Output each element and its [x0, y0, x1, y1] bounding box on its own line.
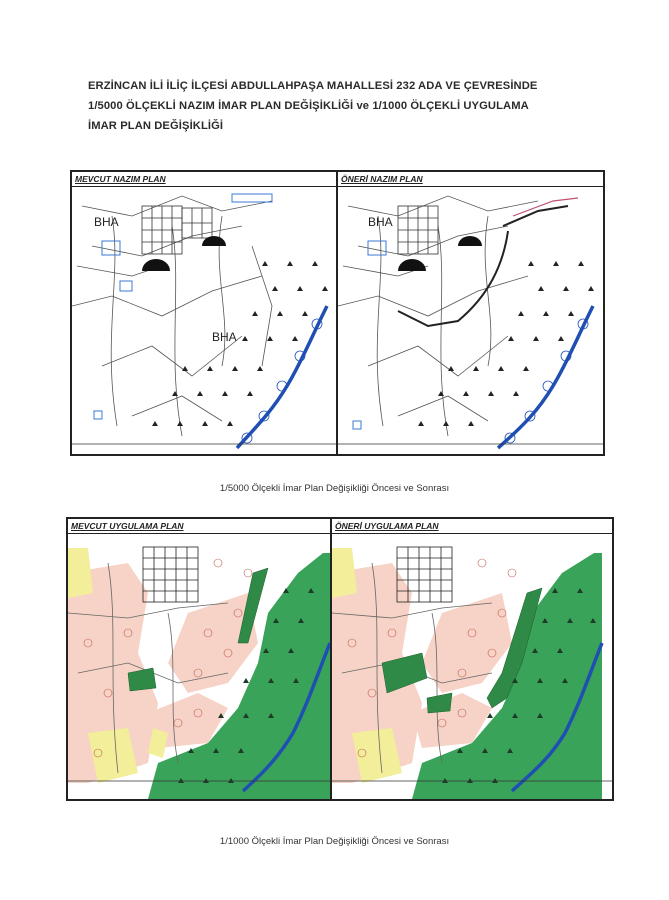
title-line-2: 1/5000 ÖLÇEKLİ NAZIM İMAR PLAN DEĞİŞİKLİĞİ ve 1/1000 ÖLÇEKLİ UYGULAMA — [88, 100, 529, 112]
nazim-map-current — [72, 186, 336, 454]
nazim-map-proposed — [338, 186, 603, 454]
svg-text:BHA: BHA — [94, 215, 119, 229]
uygulama-plan-proposed-label: ÖNERİ UYGULAMA PLAN — [335, 521, 439, 531]
nazim-plan-proposed — [338, 172, 603, 454]
title-line-1: ERZİNCAN İLİ İLİÇ İLÇESİ ABDULLAHPAŞA MAHALLESİ 232 ADA VE ÇEVRESİNDE — [88, 80, 538, 92]
svg-text:BHA: BHA — [368, 215, 393, 229]
nazim-plan-current — [72, 172, 336, 454]
uygulama-label-rule — [68, 533, 612, 534]
svg-text:BHA: BHA — [212, 330, 237, 344]
uygulama-plan-proposed — [332, 519, 612, 799]
uygulama-plan-current — [68, 519, 330, 799]
nazim-plan-current-label: MEVCUT NAZIM PLAN — [75, 174, 166, 184]
nazim-plan-proposed-label: ÖNERİ NAZIM PLAN — [341, 174, 423, 184]
figure1-caption: 1/5000 Ölçekli İmar Plan Değişikliği Öncesi ve Sonrası — [219, 483, 450, 494]
figure2-caption: 1/1000 Ölçekli İmar Plan Değişikliği Öncesi ve Sonrası — [219, 836, 450, 847]
figure-uygulama-plan — [66, 517, 614, 801]
title-line-3: İMAR PLAN DEĞİŞİKLİĞİ — [88, 120, 224, 132]
figure-nazim-plan — [70, 170, 605, 456]
document-title — [88, 76, 588, 136]
uygulama-plan-current-label: MEVCUT UYGULAMA PLAN — [71, 521, 184, 531]
nazim-label-rule — [72, 186, 603, 187]
uygulama-map-current — [68, 533, 330, 799]
uygulama-map-proposed — [332, 533, 612, 799]
